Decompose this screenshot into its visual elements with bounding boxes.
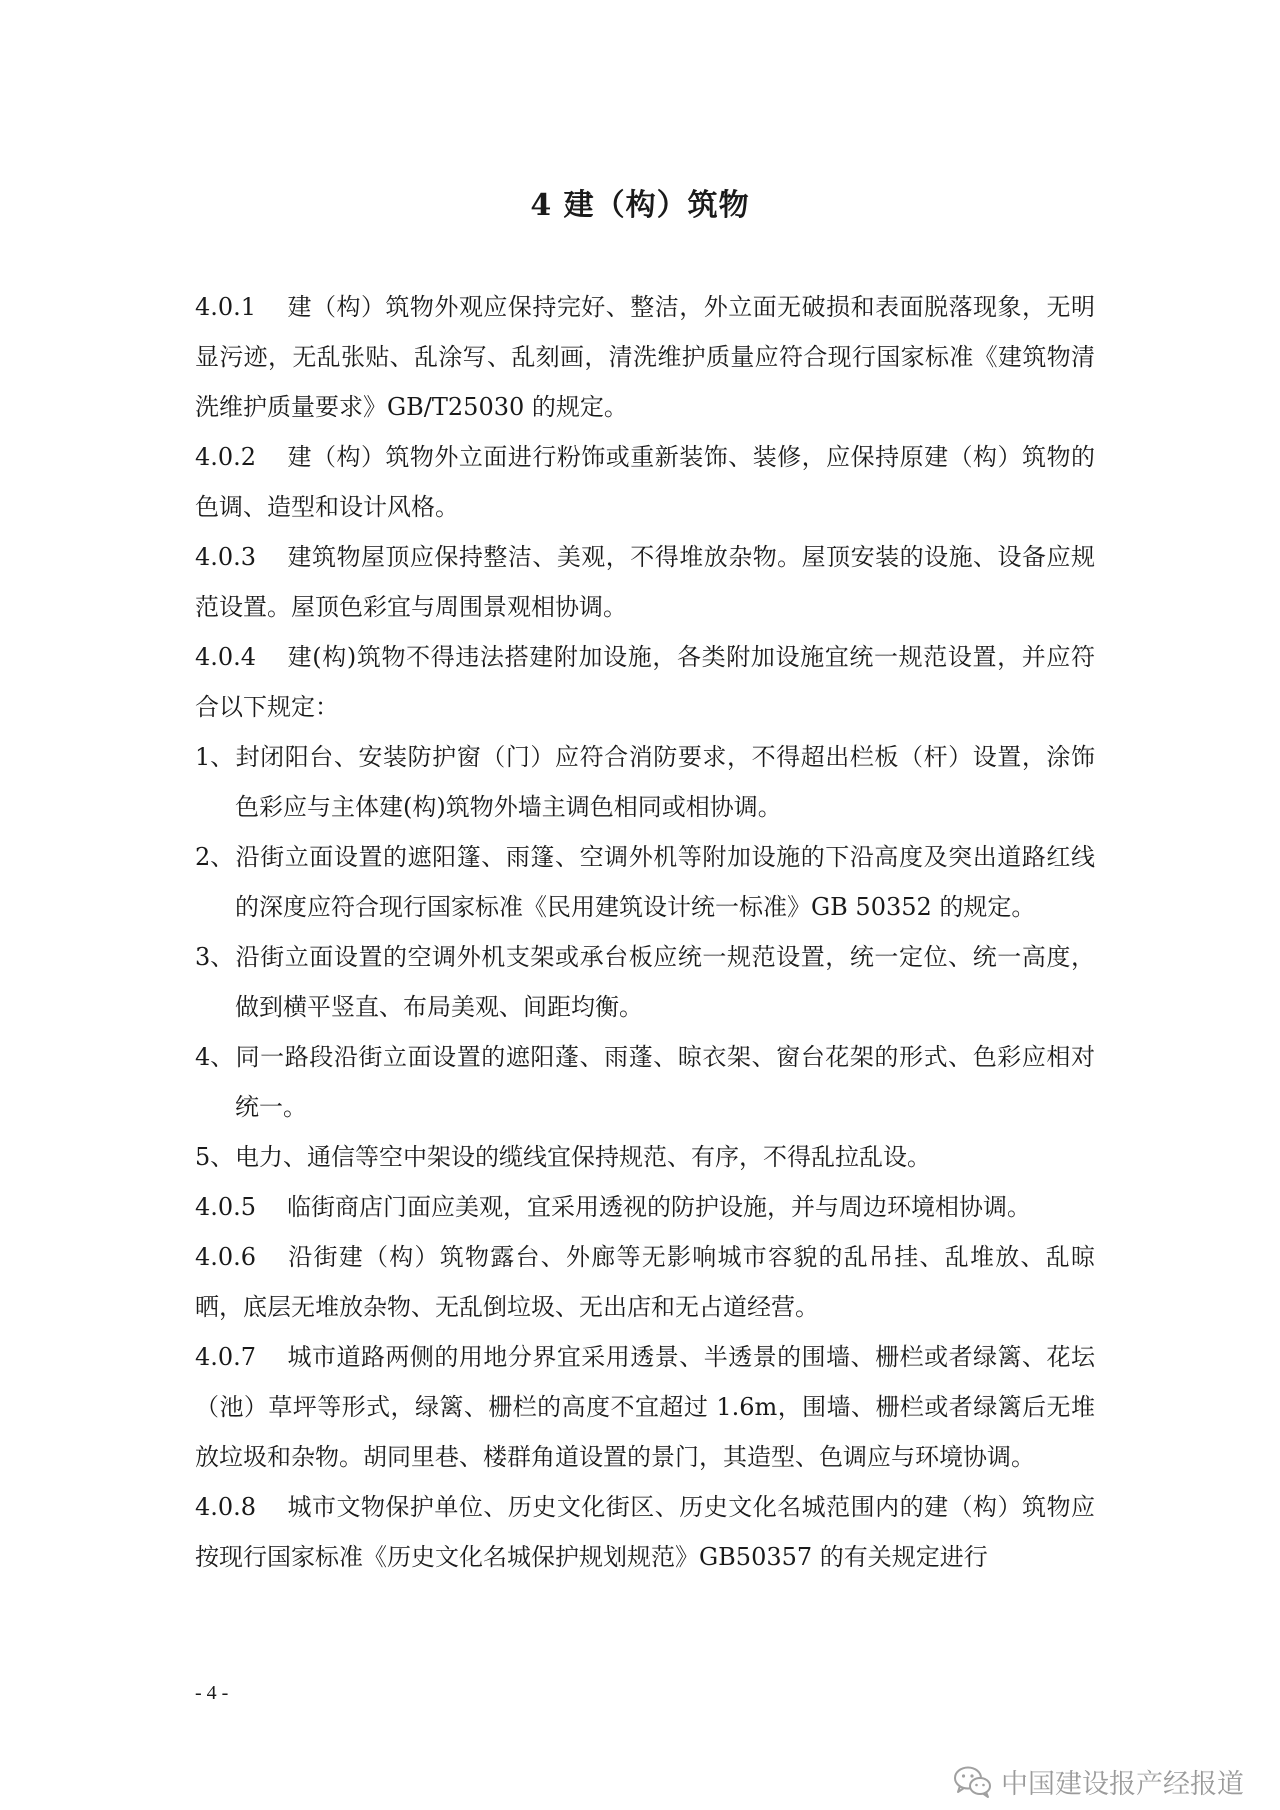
section-4-0-5: [195, 1182, 1095, 1232]
section-number: 4.0.2: [195, 443, 257, 471]
section-number: 4.0.8: [195, 1493, 257, 1521]
section-number: 4.0.5: [195, 1193, 257, 1221]
list-item: [195, 732, 1095, 832]
list-text: 电力、通信等空中架设的缆线宜保持规范、有序，不得乱拉乱设。: [235, 1143, 931, 1171]
section-4-0-2: [195, 432, 1095, 532]
list-text: 同一路段沿街立面设置的遮阳蓬、雨蓬、晾衣架、窗台花架的形式、色彩应相对统一。: [235, 1043, 1095, 1121]
section-4-0-1: [195, 282, 1095, 432]
list-item: [195, 1132, 1095, 1182]
section-text: 临街商店门面应美观，宜采用透视的防护设施，并与周边环境相协调。: [287, 1193, 1031, 1221]
page-title: 4 建（构）筑物: [530, 188, 750, 223]
list-number: 5、: [195, 1143, 235, 1171]
section-number: 4.0.1: [195, 293, 257, 321]
section-number: 4.0.6: [195, 1243, 257, 1271]
watermark: [953, 1762, 1244, 1801]
section-4-0-6: [195, 1232, 1095, 1332]
list-text: 封闭阳台、安装防护窗（门）应符合消防要求，不得超出栏板（杆）设置，涂饰色彩应与主体建(构)筑物外墙主调色相同或相协调。: [235, 743, 1095, 821]
section-4-0-7: [195, 1332, 1095, 1482]
document-body: [195, 282, 1095, 1582]
watermark-text: 中国建设报产经报道: [1001, 1769, 1244, 1800]
section-number: 4.0.3: [195, 543, 257, 571]
section-number: 4.0.4: [195, 643, 257, 671]
section-text: 城市道路两侧的用地分界宜采用透景、半透景的围墙、栅栏或者绿篱、花坛（池）草坪等形式，绿篱、栅栏的高度不宜超过 1.6m，围墙、栅栏或者绿篱后无堆放垃圾和杂物。胡同里巷、楼群角道设置的景门，其造型、色调应与环境协调。: [195, 1343, 1095, 1471]
list-number: 4、: [195, 1043, 235, 1071]
list-text: 沿街立面设置的遮阳篷、雨篷、空调外机等附加设施的下沿高度及突出道路红线的深度应符合现行国家标准《民用建筑设计统一标准》GB 50352 的规定。: [235, 843, 1095, 921]
list-number: 3、: [195, 943, 235, 971]
list-item: [195, 932, 1095, 1032]
list-item: [195, 1032, 1095, 1132]
section-text: 城市文物保护单位、历史文化街区、历史文化名城范围内的建（构）筑物应按现行国家标准《历史文化名城保护规划规范》GB50357 的有关规定进行: [195, 1493, 1095, 1571]
list-number: 2、: [195, 843, 235, 871]
page-number: - 4 -: [195, 1682, 229, 1704]
section-4-0-3: [195, 532, 1095, 632]
section-4-0-4: [195, 632, 1095, 732]
section-4-0-8: [195, 1482, 1095, 1582]
wechat-icon: [953, 1765, 993, 1799]
list-text: 沿街立面设置的空调外机支架或承台板应统一规范设置，统一定位、统一高度，做到横平竖直、布局美观、间距均衡。: [235, 943, 1095, 1021]
section-text: 沿街建（构）筑物露台、外廊等无影响城市容貌的乱吊挂、乱堆放、乱晾晒，底层无堆放杂物、无乱倒垃圾、无出店和无占道经营。: [195, 1243, 1095, 1321]
list-item: [195, 832, 1095, 932]
list-number: 1、: [195, 743, 235, 771]
section-text: 建(构)筑物不得违法搭建附加设施，各类附加设施宜统一规范设置，并应符合以下规定：: [195, 643, 1095, 721]
section-text: 建筑物屋顶应保持整洁、美观，不得堆放杂物。屋顶安装的设施、设备应规范设置。屋顶色彩宜与周围景观相协调。: [195, 543, 1095, 621]
section-text: 建（构）筑物外观应保持完好、整洁，外立面无破损和表面脱落现象，无明显污迹，无乱张贴、乱涂写、乱刻画，清洗维护质量应符合现行国家标准《建筑物清洗维护质量要求》GB/T25030 的规定。: [195, 293, 1095, 421]
section-text: 建（构）筑物外立面进行粉饰或重新装饰、装修，应保持原建（构）筑物的色调、造型和设计风格。: [195, 443, 1095, 521]
section-number: 4.0.7: [195, 1343, 257, 1371]
